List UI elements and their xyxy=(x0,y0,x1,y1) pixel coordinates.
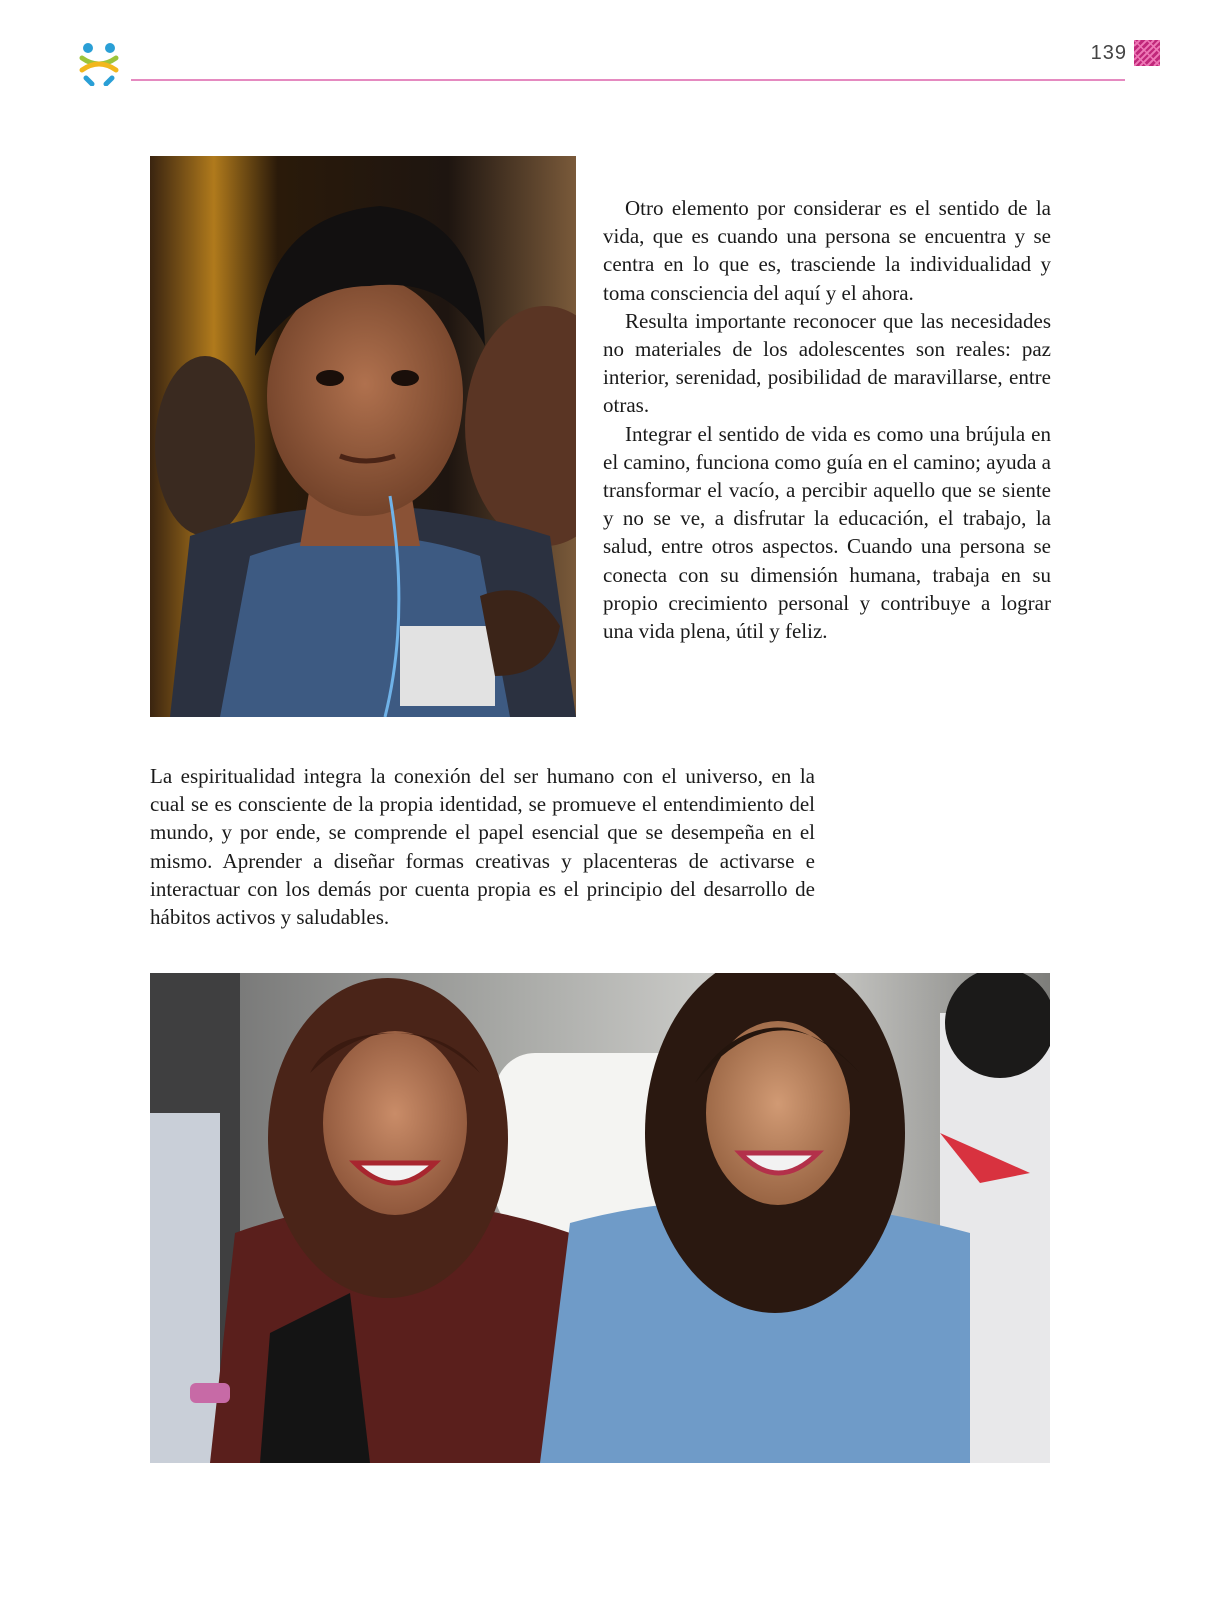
paragraph-integrar-sentido: Integrar el sentido de vida es como una brújula en el camino, funciona como guía en el camino; ayuda a transformar el vacío, a percibir aquello que se siente y no se ve, a disfrutar la educación, el trabajo, la salud, entre otros aspectos. Cuando una persona se conecta con su dimensión humana, trabaja en su propio crecimiento personal y contribuye a lograr una vida plena, útil y feliz. xyxy=(603,421,1051,644)
main-text-column xyxy=(603,194,1051,645)
paragraph-necesidades: Resulta importante reconocer que las necesidades no materiales de los adolescentes son reales: paz interior, serenidad, posibilidad de maravillarse, entre otras. xyxy=(603,308,1051,418)
two-girls-laughing-photo xyxy=(150,973,1050,1463)
paragraph-sentido-de-vida: Otro elemento por considerar es el sentido de la vida, que es cuando una persona se encuentra y se centra en lo que es, trasciende la individualidad y toma consciencia del aquí y el ahora. xyxy=(603,196,1051,305)
page-number: 139 xyxy=(1090,42,1127,64)
paragraph-espiritualidad: La espiritualidad integra la conexión del ser humano con el universo, en la cual se es consciente de la propia identidad, se promueve el entendimiento del mundo, y por ende, se comprende el papel esencial que se desempeña en el mismo. Aprender a diseñar formas creativas y placenteras de activarse e interactuar con los demás por cuenta propia es el principio del desarrollo de hábitos activos y saludables. xyxy=(150,764,815,930)
teen-portrait-photo xyxy=(150,156,576,717)
header-rule xyxy=(131,79,1125,81)
people-circle-logo-icon xyxy=(76,40,122,86)
magenta-pattern-icon xyxy=(1134,40,1160,66)
